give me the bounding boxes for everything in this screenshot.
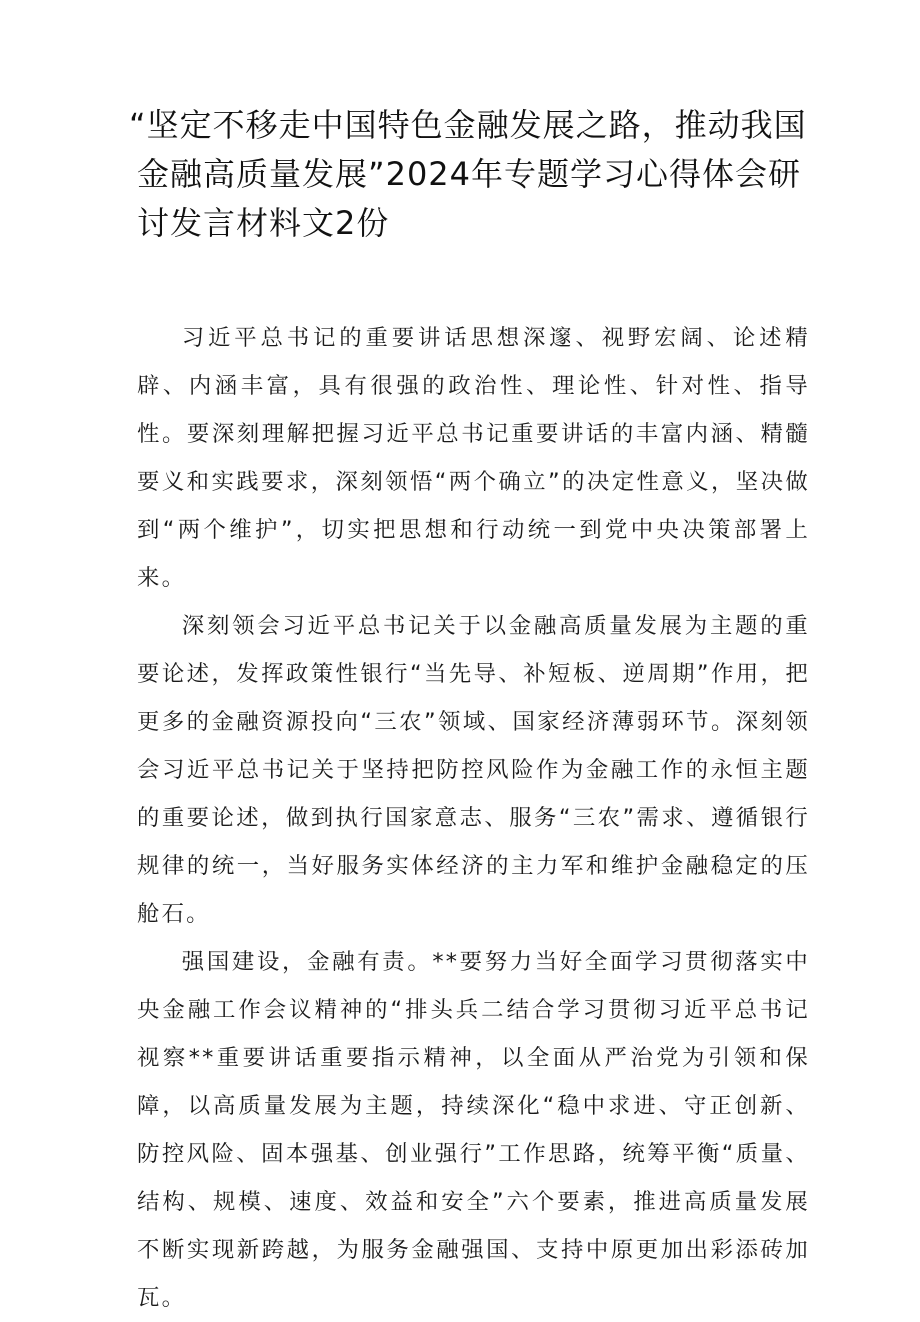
document-title: “坚定不移走中国特色金融发展之路，推动我国金融高质量发展”2024年专题学习心得体会研讨发言材料文2份 <box>129 106 807 242</box>
document-body <box>137 314 810 1322</box>
body-paragraph-3: 强国建设，金融有责。**要努力当好全面学习贯彻落实中央金融工作会议精神的“排头兵二结合学习贯彻习近平总书记视察**重要讲话重要指示精神，以全面从严治党为引领和保障，以高质量发展为主题，持续深化“稳中求进、守正创新、防控风险、固本强基、创业强行”工作思路，统筹平衡“质量、结构、规模、速度、效益和安全”六个要素，推进高质量发展不断实现新跨越，为服务金融强国、支持中原更加出彩添砖加瓦。 <box>137 949 810 1311</box>
body-paragraph-2: 深刻领会习近平总书记关于以金融高质量发展为主题的重要论述，发挥政策性银行“当先导、补短板、逆周期”作用，把更多的金融资源投向“三农”领域、国家经济薄弱环节。深刻领会习近平总书记关于坚持把防控风险作为金融工作的永恒主题的重要论述，做到执行国家意志、服务“三农”需求、遵循银行规律的统一，当好服务实体经济的主力军和维护金融稳定的压舱石。 <box>137 613 810 927</box>
body-paragraph-1: 习近平总书记的重要讲话思想深邃、视野宏阔、论述精辟、内涵丰富，具有很强的政治性、理论性、针对性、指导性。要深刻理解把握习近平总书记重要讲话的丰富内涵、精髓要义和实践要求，深刻领悟“两个确立”的决定性意义，坚决做到“两个维护”，切实把思想和行动统一到党中央决策部署上来。 <box>137 325 810 591</box>
